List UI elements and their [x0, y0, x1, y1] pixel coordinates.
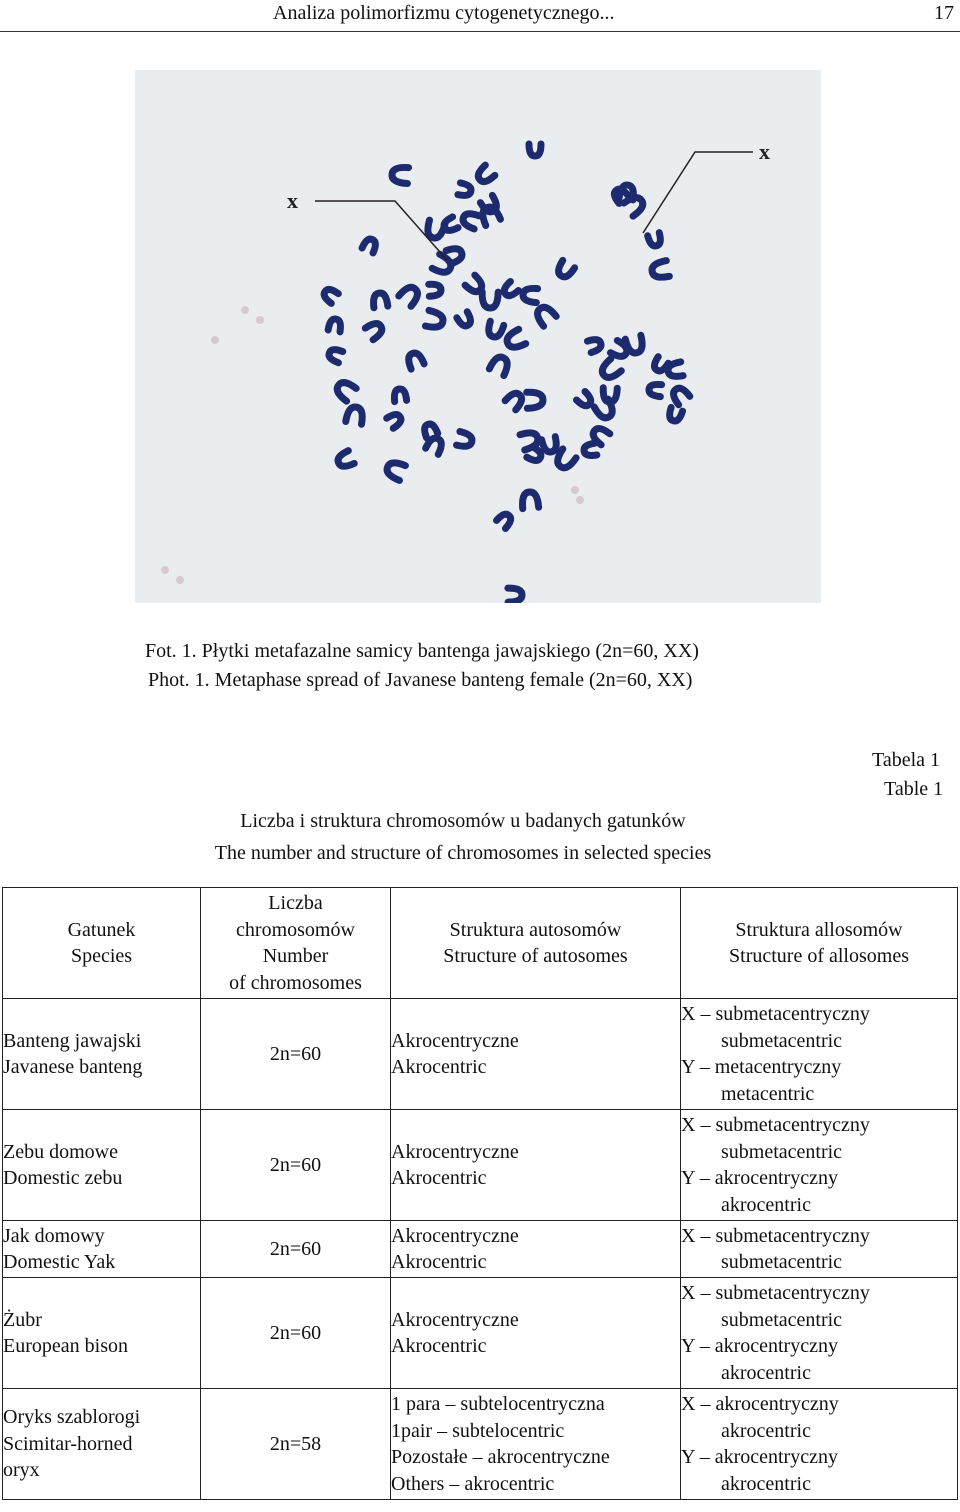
autosomes-cell: Akrocentryczne Akrocentric [391, 1221, 681, 1278]
species-cell: Banteng jawajski Javanese banteng [3, 999, 201, 1110]
table-row [3, 999, 958, 1110]
header-allosomes: Struktura allosomów Structure of allosomes [681, 888, 958, 999]
species-cell: Oryks szablorogi Scimitar-horned oryx [3, 1389, 201, 1500]
autosomes-cell: Akrocentryczne Akrocentric [391, 1110, 681, 1221]
table-label-en: Table 1 [884, 778, 944, 800]
metaphase-photo [135, 70, 821, 603]
table-header-row [3, 888, 958, 999]
running-title: Analiza polimorfizmu cytogenetycznego... [273, 2, 615, 24]
table-label-pl: Tabela 1 [872, 749, 941, 771]
debris-spot [571, 486, 579, 494]
table-row [3, 1278, 958, 1389]
species-cell: Żubr European bison [3, 1278, 201, 1389]
autosomes-cell: 1 para – subtelocentryczna 1pair – subtelocentric Pozostałe – akrocentryczne Others – akrocentric [391, 1389, 681, 1500]
x-label-right: x [759, 139, 770, 164]
page-number: 17 [934, 2, 954, 24]
chromosome-table [2, 887, 958, 1500]
number-cell: 2n=60 [201, 1110, 391, 1221]
debris-spot [256, 316, 264, 324]
header-rule [0, 31, 960, 32]
debris-spot [241, 306, 249, 314]
table-row [3, 1389, 958, 1500]
allosomes-cell: X – submetacentryczny submetacentric Y – akrocentryczny akrocentric [681, 1278, 958, 1389]
number-cell: 2n=58 [201, 1389, 391, 1500]
debris-spot [211, 336, 219, 344]
autosomes-cell: Akrocentryczne Akrocentric [391, 1278, 681, 1389]
allosomes-cell: X – submetacentryczny submetacentric Y – metacentryczny metacentric [681, 999, 958, 1110]
header-number: Liczba chromosomów Number of chromosomes [201, 888, 391, 999]
table-row [3, 1110, 958, 1221]
table-title-pl: Liczba i struktura chromosomów u badanych gatunków [240, 810, 686, 832]
running-header [0, 0, 960, 30]
table-title-en: The number and structure of chromosomes in selected species [214, 842, 712, 864]
caption-en: Phot. 1. Metaphase spread of Javanese banteng female (2n=60, XX) [148, 669, 693, 691]
number-cell: 2n=60 [201, 999, 391, 1110]
header-autosomes: Struktura autosomów Structure of autosomes [391, 888, 681, 999]
x-label-left: x [287, 188, 298, 213]
number-cell: 2n=60 [201, 1278, 391, 1389]
species-cell: Zebu domowe Domestic zebu [3, 1110, 201, 1221]
header-species: Gatunek Species [3, 888, 201, 999]
allosomes-cell: X – submetacentryczny submetacentric [681, 1221, 958, 1278]
table-row [3, 1221, 958, 1278]
autosomes-cell: Akrocentryczne Akrocentric [391, 999, 681, 1110]
allosomes-cell: X – submetacentryczny submetacentric Y – akrocentryczny akrocentric [681, 1110, 958, 1221]
caption-pl: Fot. 1. Płytki metafazalne samicy bantenga jawajskiego (2n=60, XX) [145, 640, 699, 662]
debris-spot [161, 566, 169, 574]
species-cell: Jak domowy Domestic Yak [3, 1221, 201, 1278]
debris-spot [176, 576, 184, 584]
allosomes-cell: X – akrocentryczny akrocentric Y – akrocentryczny akrocentric [681, 1389, 958, 1500]
debris-spot [576, 496, 584, 504]
number-cell: 2n=60 [201, 1221, 391, 1278]
